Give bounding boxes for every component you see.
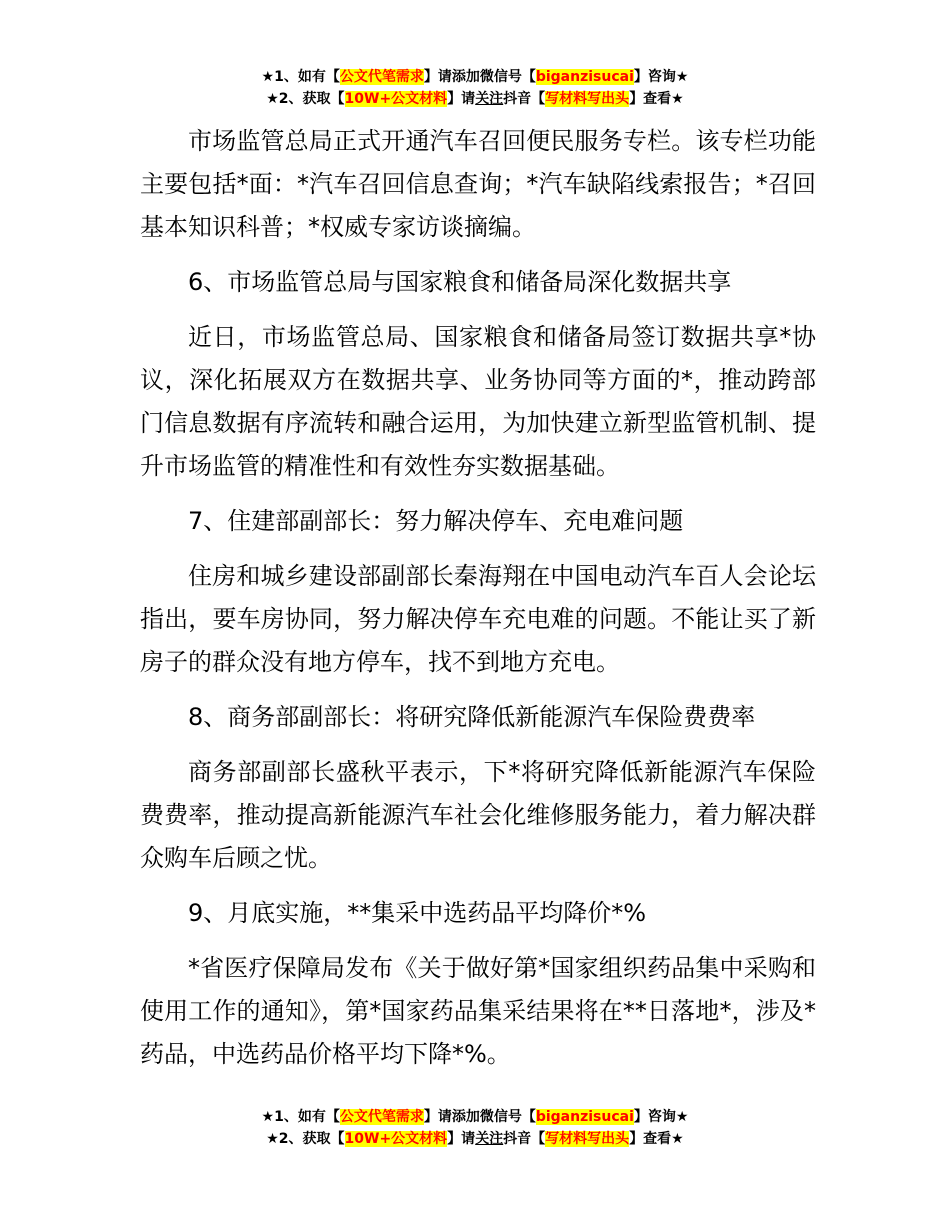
promo-highlight: 公文代笔需求 — [339, 69, 424, 85]
section-heading: 8、商务部副部长：将研究降低新能源汽车保险费费率 — [188, 703, 756, 731]
promo-wechat-id: biganzisucai — [535, 1109, 634, 1125]
paragraph: 住房和城乡建设部副部长秦海翔在中国电动汽车百人会论坛指出，要车房协同，努力解决停车充电难的问题。不能让买了新房子的群众没有地方停车，找不到地方充电。 — [140, 562, 816, 676]
promo-line-1: ★1、如有【公文代笔需求】请添加微信号【biganzisucai】咨询★ — [261, 69, 689, 85]
section-heading: 9、月底实施，**集采中选药品平均降价*% — [188, 899, 647, 927]
promo-douyin-id: 写材料写出头 — [545, 1131, 630, 1147]
paragraph: 商务部副部长盛秋平表示，下*将研究降低新能源汽车保险费费率，推动提高新能源汽车社会化维修服务能力，着力解决群众购车后顾之忧。 — [140, 758, 816, 872]
document-body — [140, 120, 816, 1088]
promo-highlight: 10W+公文材料 — [344, 1131, 448, 1147]
promo-line-2: ★2、获取【10W+公文材料】请关注抖音【写材料写出头】查看★ — [266, 91, 684, 107]
promo-douyin-id: 写材料写出头 — [545, 91, 630, 107]
footer-promo-banner — [0, 1106, 950, 1150]
paragraph: 近日，市场监管总局、国家粮食和储备局签订数据共享*协议，深化拓展双方在数据共享、业务协同等方面的*，推动跨部门信息数据有序流转和融合运用，为加快建立新型监管机制、提升市场监管的精准性和有效性夯实数据基础。 — [140, 323, 816, 480]
promo-highlight: 10W+公文材料 — [344, 91, 448, 107]
paragraph: 市场监管总局正式开通汽车召回便民服务专栏。该专栏功能主要包括*面：*汽车召回信息查询；*汽车缺陷线索报告；*召回基本知识科普；*权威专家访谈摘编。 — [140, 127, 816, 241]
promo-wechat-id: biganzisucai — [535, 69, 634, 85]
section-heading: 6、市场监管总局与国家粮食和储备局深化数据共享 — [188, 268, 732, 296]
promo-highlight: 公文代笔需求 — [339, 1109, 424, 1125]
header-promo-banner — [0, 66, 950, 110]
promo-line-2: ★2、获取【10W+公文材料】请关注抖音【写材料写出头】查看★ — [266, 1131, 684, 1147]
section-heading: 7、住建部副部长：努力解决停车、充电难问题 — [188, 507, 684, 535]
paragraph: *省医疗保障局发布《关于做好第*国家组织药品集中采购和使用工作的通知》，第*国家药品集采结果将在**日落地*，涉及*药品，中选药品价格平均下降*%。 — [140, 954, 816, 1068]
promo-line-1: ★1、如有【公文代笔需求】请添加微信号【biganzisucai】咨询★ — [261, 1109, 689, 1125]
